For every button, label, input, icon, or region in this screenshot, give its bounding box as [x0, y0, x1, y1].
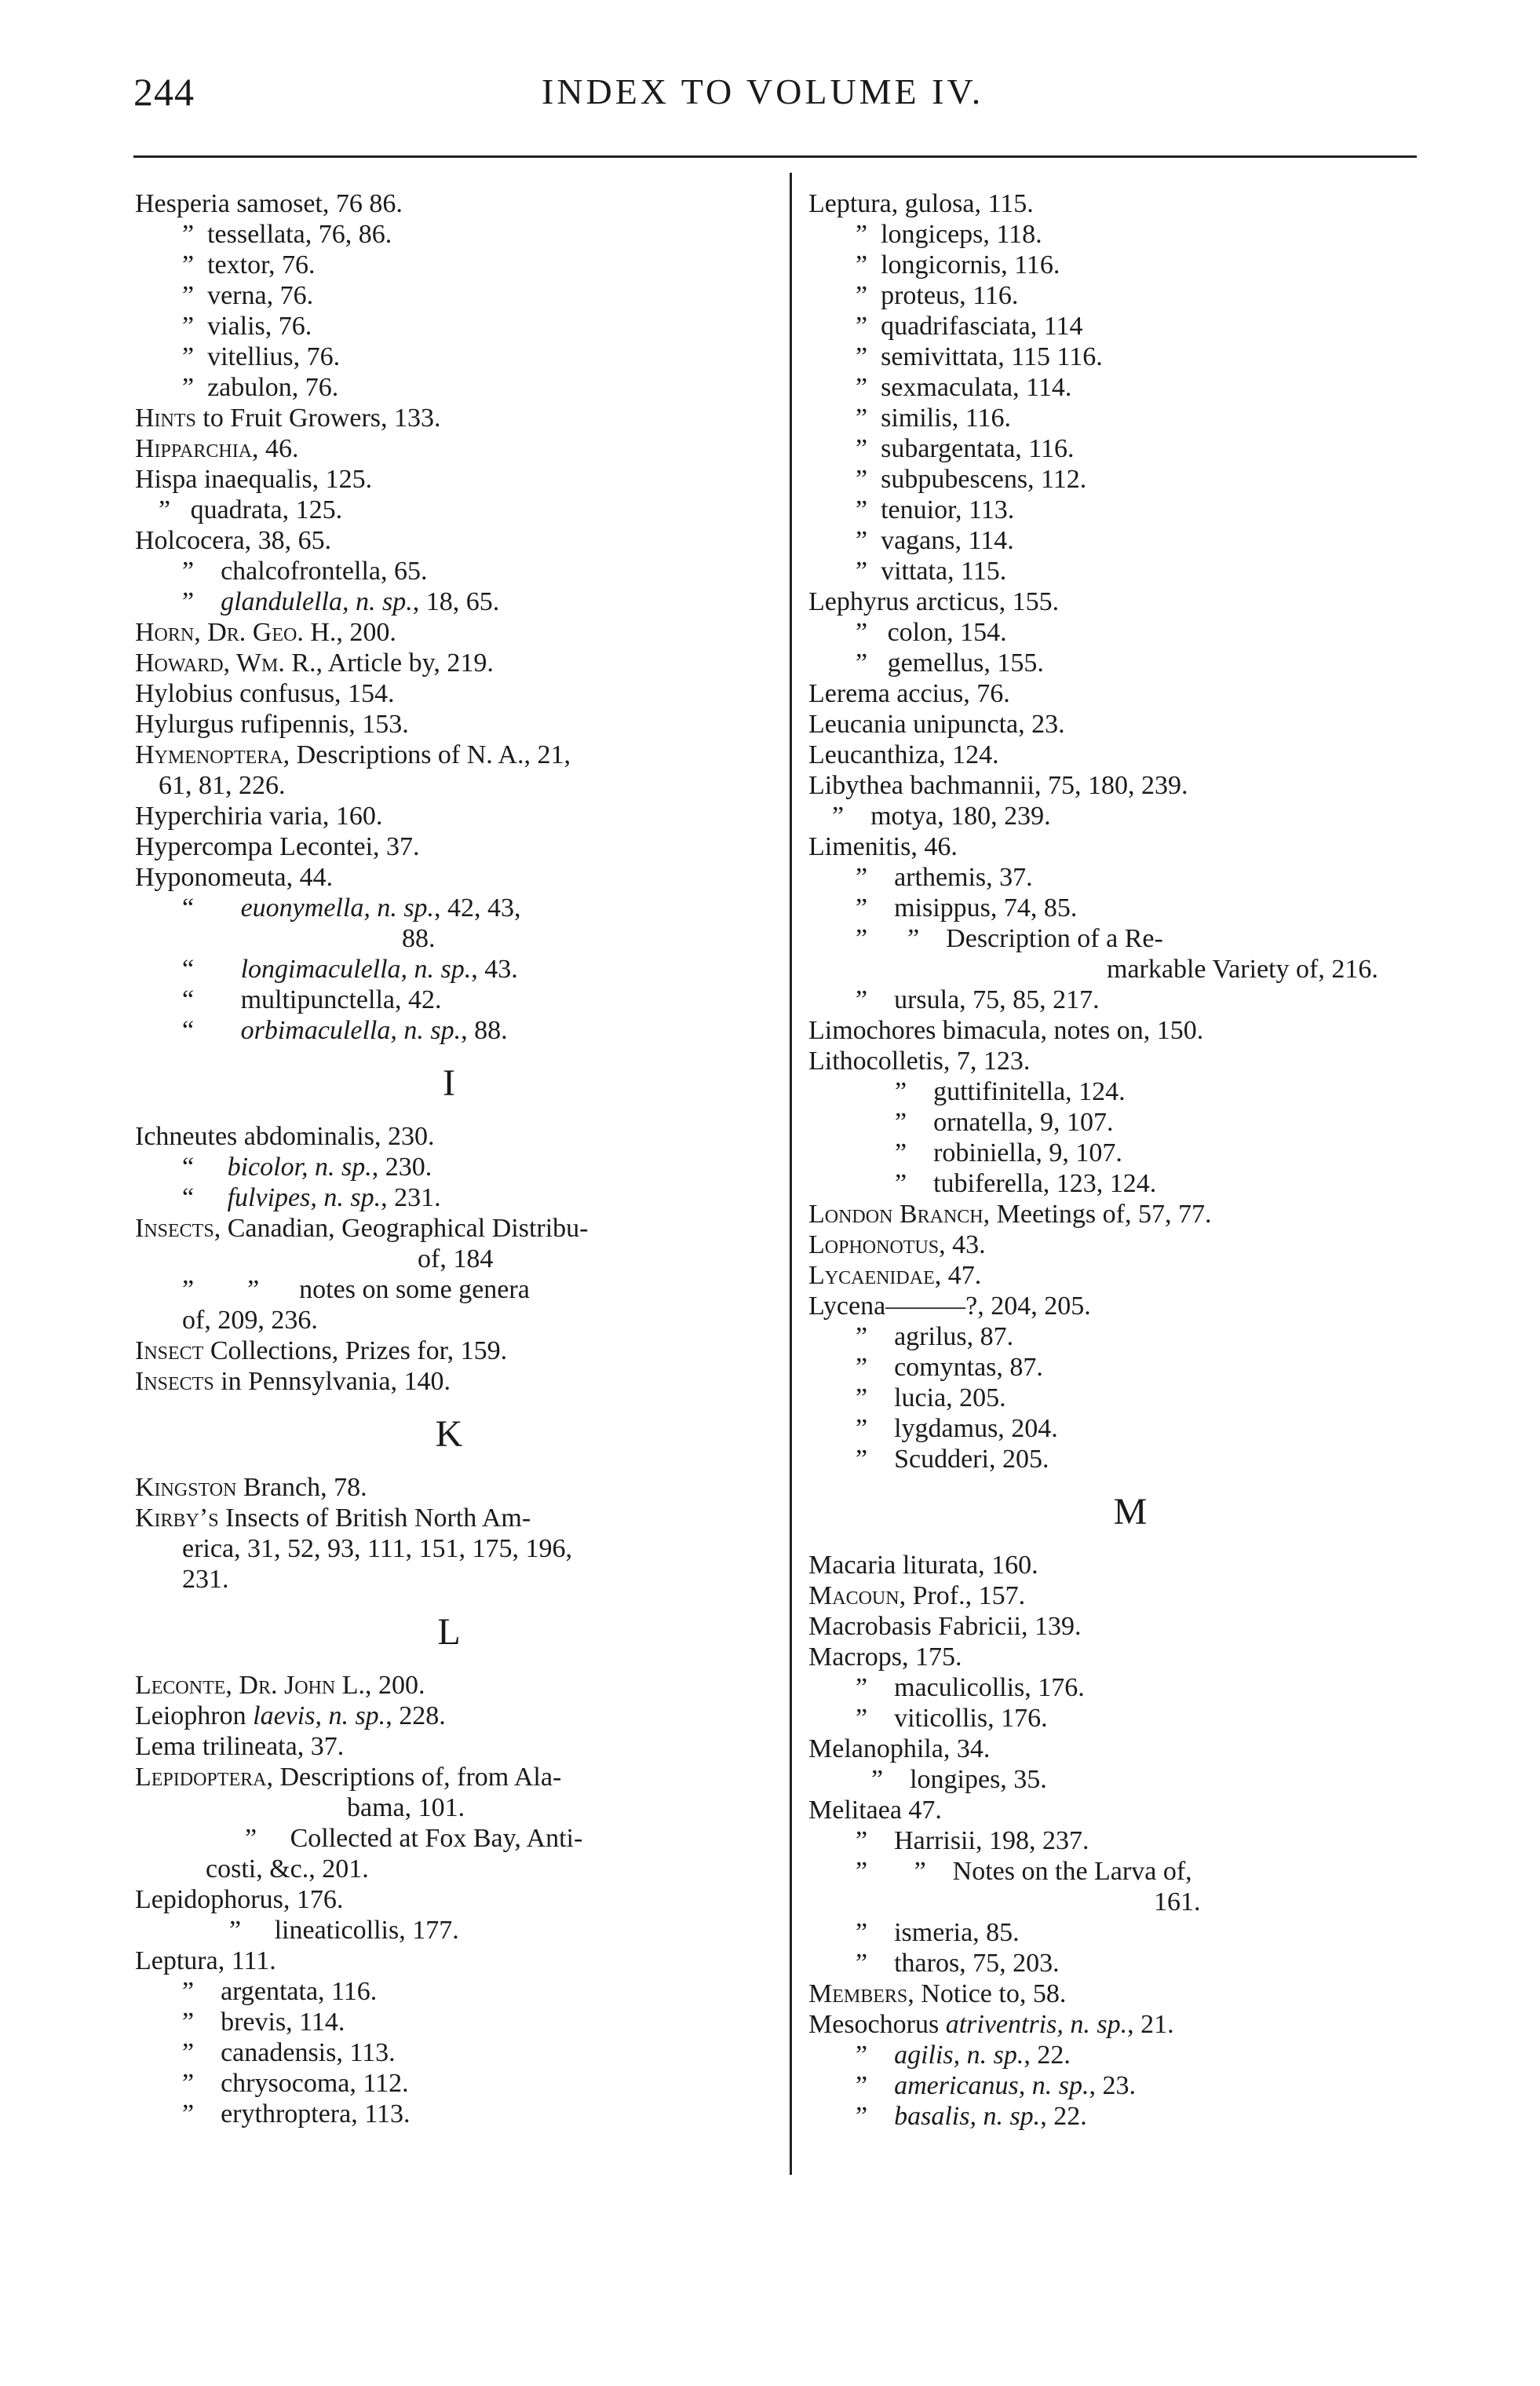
right-index-entry: ” subpubescens, 112.	[856, 465, 1087, 494]
left-index-entry: ” vitellius, 76.	[182, 342, 341, 371]
right-index-entry: ” tenuior, 113.	[856, 495, 1015, 524]
right-index-entry: Macoun, Prof., 157.	[808, 1581, 1026, 1610]
left-index-entry: ” brevis, 114.	[182, 2008, 345, 2037]
left-index-entry: Insects, Canadian, Geographical Distribu-	[135, 1214, 589, 1243]
left-index-entry: Kingston Branch, 78.	[135, 1473, 367, 1502]
right-index-entry: ” ismeria, 85.	[856, 1918, 1020, 1947]
left-index-entry: Hylurgus rufipennis, 153.	[135, 710, 409, 739]
right-index-entry: Limochores bimacula, notes on, 150.	[808, 1016, 1204, 1045]
left-index-entry: Leptura, 111.	[135, 1946, 276, 1975]
right-index-entry: ” agilis, n. sp., 22.	[856, 2041, 1071, 2070]
right-index-entry: ” comyntas, 87.	[856, 1353, 1043, 1382]
right-index-entry: ” ” Notes on the Larva of,	[856, 1857, 1192, 1886]
right-index-entry: ” gemellus, 155.	[856, 649, 1044, 678]
left-index-entry: Holcocera, 38, 65.	[135, 526, 332, 555]
right-index-entry: ” longicornis, 116.	[856, 250, 1060, 280]
right-index-entry: Libythea bachmannii, 75, 180, 239.	[808, 771, 1188, 800]
left-index-entry: 231.	[182, 1565, 229, 1594]
left-index-entry: Ichneutes abdominalis, 230.	[135, 1122, 435, 1151]
left-index-entry: Lepidophorus, 176.	[135, 1885, 344, 1914]
left-index-entry: of, 209, 236.	[182, 1306, 318, 1335]
left-index-entry: bama, 101.	[347, 1793, 465, 1822]
right-index-entry: ” motya, 180, 239.	[832, 802, 1051, 831]
left-index-entry: “ euonymella, n. sp., 42, 43,	[182, 893, 521, 923]
left-index-entry: “ orbimaculella, n. sp., 88.	[182, 1016, 508, 1045]
right-index-entry: ” misippus, 74, 85.	[856, 893, 1078, 923]
right-index-entry: ” tharos, 75, 203.	[856, 1949, 1060, 1978]
column-divider	[790, 173, 792, 2175]
left-index-entry: ” quadrata, 125.	[159, 495, 343, 524]
left-index-entry: ” vialis, 76.	[182, 312, 312, 341]
right-index-entry: ” vittata, 115.	[856, 557, 1007, 586]
left-index-entry: ” canadensis, 113.	[182, 2038, 396, 2067]
right-index-entry: ” tubiferella, 123, 124.	[895, 1169, 1157, 1198]
left-index-entry: ” verna, 76.	[182, 281, 314, 310]
right-index-entry: ” maculicollis, 176.	[856, 1673, 1085, 1702]
right-index-entry: ” subargentata, 116.	[856, 434, 1075, 463]
right-index-entry: ” basalis, n. sp., 22.	[856, 2102, 1087, 2131]
left-index-entry: ” argentata, 116.	[182, 1977, 378, 2006]
right-index-entry: ” proteus, 116.	[856, 281, 1019, 310]
left-index-entry: “ multipunctella, 42.	[182, 985, 442, 1014]
left-index-entry: “ fulvipes, n. sp., 231.	[182, 1183, 441, 1212]
right-index-entry: ” Harrisii, 198, 237.	[856, 1826, 1089, 1855]
right-index-entry: ” similis, 116.	[856, 404, 1012, 433]
left-index-entry: ” chrysocoma, 112.	[182, 2069, 409, 2098]
left-index-entry: 61, 81, 226.	[159, 771, 286, 800]
left-index-entry: Lema trilineata, 37.	[135, 1732, 345, 1761]
left-index-entry: Lepidoptera, Descriptions of, from Ala-	[135, 1763, 562, 1792]
left-column	[135, 188, 763, 2129]
right-index-entry: Leptura, gulosa, 115.	[808, 189, 1034, 218]
left-index-entry: ” zabulon, 76.	[182, 373, 339, 402]
left-index-entry: ” Collected at Fox Bay, Anti-	[245, 1824, 583, 1853]
left-index-entry: “ bicolor, n. sp., 230.	[182, 1153, 432, 1182]
right-index-entry: ” ” Description of a Re-	[856, 924, 1163, 953]
left-index-entry: ” chalcofrontella, 65.	[182, 557, 428, 586]
right-index-entry: ” viticollis, 176.	[856, 1704, 1048, 1733]
left-index-entry: Hypercompa Lecontei, 37.	[135, 832, 420, 861]
left-index-entry: ” textor, 76.	[182, 250, 316, 280]
section-letter: M	[1113, 1491, 1148, 1533]
right-index-entry: ” semivittata, 115 116.	[856, 342, 1103, 371]
right-index-entry: Leucania unipuncta, 23.	[808, 710, 1065, 739]
right-column	[808, 188, 1452, 2132]
left-index-entry: erica, 31, 52, 93, 111, 151, 175, 196,	[182, 1534, 573, 1563]
right-index-entry: Lithocolletis, 7, 123.	[808, 1047, 1031, 1076]
right-index-entry: Leucanthiza, 124.	[808, 740, 999, 769]
right-index-entry: Macrops, 175.	[808, 1642, 962, 1672]
left-index-entry: Hints to Fruit Growers, 133.	[135, 404, 441, 433]
right-index-entry: ” vagans, 114.	[856, 526, 1014, 555]
right-index-entry: Macrobasis Fabricii, 139.	[808, 1612, 1082, 1641]
right-index-entry: Melitaea 47.	[808, 1796, 942, 1825]
right-index-entry: Lophonotus, 43.	[808, 1230, 986, 1259]
left-index-entry: costi, &c., 201.	[206, 1854, 369, 1884]
right-index-entry: ” Scudderi, 205.	[856, 1445, 1049, 1474]
left-index-entry: Howard, Wm. R., Article by, 219.	[135, 649, 494, 678]
section-letter: K	[435, 1413, 463, 1455]
right-index-entry: Lephyrus arcticus, 155.	[808, 587, 1060, 616]
right-index-entry: Limenitis, 46.	[808, 832, 958, 861]
left-index-entry: Leconte, Dr. John L., 200.	[135, 1671, 425, 1700]
left-index-entry: Hispa inaequalis, 125.	[135, 465, 373, 494]
right-index-entry: Lycena———?, 204, 205.	[808, 1292, 1091, 1321]
right-index-entry: Lycaenidae, 47.	[808, 1261, 982, 1290]
left-index-entry: ” lineaticollis, 177.	[229, 1916, 459, 1945]
left-index-entry: Leiophron laevis, n. sp., 228.	[135, 1701, 446, 1730]
left-index-entry: Hesperia samoset, 76 86.	[135, 189, 403, 218]
right-index-entry: ” longiceps, 118.	[856, 220, 1042, 249]
left-index-entry: of, 184	[418, 1244, 494, 1273]
right-index-entry: ” sexmaculata, 114.	[856, 373, 1072, 402]
left-index-entry: ” erythroptera, 113.	[182, 2099, 411, 2128]
running-title: INDEX TO VOLUME IV.	[542, 71, 984, 111]
left-index-entry: Hyponomeuta, 44.	[135, 863, 334, 892]
left-index-entry: Insect Collections, Prizes for, 159.	[135, 1336, 508, 1365]
left-index-entry: ” glandulella, n. sp., 18, 65.	[182, 587, 500, 616]
right-index-entry: ” agrilus, 87.	[856, 1322, 1014, 1351]
left-index-entry: ” ” notes on some genera	[182, 1275, 530, 1304]
right-index-entry: 161.	[1154, 1887, 1201, 1916]
header-rule	[133, 155, 1417, 158]
right-index-entry: Members, Notice to, 58.	[808, 1979, 1067, 2008]
right-index-entry: ” arthemis, 37.	[856, 863, 1033, 892]
page-header	[133, 69, 1421, 124]
left-index-entry: Kirby’s Insects of British North Am-	[135, 1504, 531, 1533]
right-index-entry: Melanophila, 34.	[808, 1734, 991, 1763]
right-index-entry: London Branch, Meetings of, 57, 77.	[808, 1200, 1212, 1229]
right-index-entry: ” longipes, 35.	[871, 1765, 1047, 1794]
right-index-entry: ” colon, 154.	[856, 618, 1007, 647]
left-index-entry: ” tessellata, 76, 86.	[182, 220, 392, 249]
left-index-entry: Insects in Pennsylvania, 140.	[135, 1367, 451, 1396]
section-letter: L	[437, 1611, 461, 1653]
page-number: 244	[133, 70, 195, 114]
right-index-entry: ” ursula, 75, 85, 217.	[856, 985, 1100, 1014]
right-index-entry: ” americanus, n. sp., 23.	[856, 2071, 1136, 2100]
right-index-entry: ” robiniella, 9, 107.	[895, 1138, 1122, 1167]
right-index-entry: Macaria liturata, 160.	[808, 1551, 1038, 1580]
right-index-entry: ” ornatella, 9, 107.	[895, 1108, 1114, 1137]
left-index-entry: Horn, Dr. Geo. H., 200.	[135, 618, 396, 647]
right-index-entry: ” quadrifasciata, 114	[856, 312, 1083, 341]
left-index-entry: Hymenoptera, Descriptions of N. A., 21,	[135, 740, 571, 769]
left-index-entry: “ longimaculella, n. sp., 43.	[182, 955, 518, 984]
left-index-entry: 88.	[402, 924, 436, 953]
right-index-entry: ” lucia, 205.	[856, 1383, 1006, 1412]
left-index-entry: Hyperchiria varia, 160.	[135, 802, 383, 831]
section-letter: I	[443, 1062, 455, 1104]
right-index-entry: Lerema accius, 76.	[808, 679, 1010, 708]
right-index-entry: markable Variety of, 216.	[1107, 955, 1378, 984]
right-index-entry: ” guttifinitella, 124.	[895, 1077, 1126, 1106]
right-index-entry: ” lygdamus, 204.	[856, 1414, 1058, 1443]
left-index-entry: Hylobius confusus, 154.	[135, 679, 395, 708]
right-index-entry: Mesochorus atriventris, n. sp., 21.	[808, 2010, 1174, 2039]
left-index-entry: Hipparchia, 46.	[135, 434, 299, 463]
